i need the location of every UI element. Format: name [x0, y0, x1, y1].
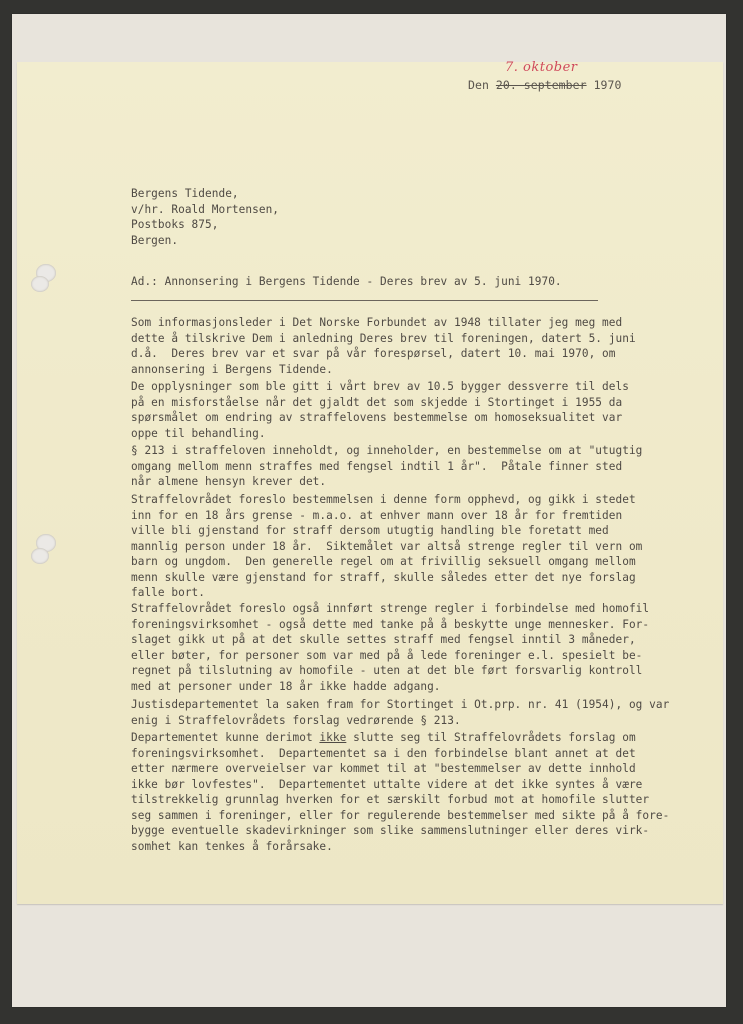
body-paragraph-final	[131, 730, 669, 854]
final-text-after: slutte seg til Straffelovrådets forslag om foreningsvirksomhet. Departementet sa i den forbindelse blant annet at det etter nærmere overveielser var kommet til at "bestemmelser av dette innhold ikke bør lovfestes". Departementet uttalte videre at det ikke syntes å være tilstrekkelig grunnlag hverken for et særskilt forbud mot at homofile slutter seg sammen i foreninger, eller for regulerende bestemmelser med sikte på å fore- bygge eventuelle skadevirkninger som slike sammenslutninger eller deres virk- somhet kan tenkes å forårsake.	[131, 731, 670, 853]
final-text-before: Departementet kunne derimot	[131, 731, 320, 744]
address-line: Postboks 875,	[131, 218, 219, 231]
handwritten-date-correction: 7. oktober	[505, 60, 578, 75]
address-line: v/hr. Roald Mortensen,	[131, 202, 280, 216]
underlined-emphasis: ikke	[319, 731, 347, 744]
subject-line: Ad.: Annonsering i Bergens Tidende - Deres brev av 5. juni 1970.	[131, 275, 562, 288]
address-line: Bergen.	[131, 233, 179, 247]
body-paragraph: § 213 i straffeloven inneholdt, og inneholder, en bestemmelse om at "utugtig omgang mellom menn straffes med fengsel indtil 1 år". Påtale finner sted når almene hensyn krever det.	[131, 444, 643, 488]
subject-divider	[131, 300, 598, 301]
body-paragraph: Justisdepartementet la saken fram for Stortinget i Ot.prp. nr. 41 (1954), og var enig i Straffelovrådets forslag vedrørende § 213.	[131, 698, 670, 727]
date-prefix: Den	[468, 78, 489, 92]
struck-date: 20. september	[495, 78, 587, 92]
date-year: 1970	[593, 78, 622, 92]
punch-hole	[31, 548, 49, 564]
address-line: Bergens Tidende,	[131, 187, 239, 200]
punch-hole	[31, 276, 49, 292]
body-paragraph: Som informasjonsleder i Det Norske Forbundet av 1948 tillater jeg meg med dette å tilskrive Dem i anledning Deres brev til foreningen, datert 5. juni d.å. Deres brev var et svar på vår forespørsel, datert 10. mai 1970, om annonsering i Bergens Tidende.	[131, 316, 636, 376]
date-line	[468, 78, 621, 94]
body-paragraph: Straffelovrådet foreslo også innført strenge regler i forbindelse med homofil foreningsvirksomhet - også dette med tanke på å beskytte unge mennesker. For- slaget gikk ut på at det skulle settes straff med fengsel inntil 3 måneder, eller bøter, for personer som var med på å lede foreninger e.l. spesielt be- regnet på tilslutning av homofile - uten at det ble ført forsvarlig kontroll med at personer under 18 år ikke hadde adgang.	[131, 602, 650, 693]
recipient-address	[131, 186, 279, 248]
body-paragraph: De opplysninger som ble gitt i vårt brev av 10.5 bygger dessverre til dels på en misforståelse når det gjaldt det som skjedde i Stortinget i 1955 da spørsmålet om endring av straffelovens bestemmelse om homoseksualitet var oppe til behandling.	[131, 380, 629, 440]
body-paragraph: Straffelovrådet foreslo bestemmelsen i denne form opphevd, og gikk i stedet inn for en 18 års grense - m.a.o. at enhver mann over 18 år for fremtiden ville bli gjenstand for straff dersom utugtig handling ble foretatt med mannlig person under 18 år. Siktemålet var altså strenge regler til vern om barn og ungdom. Den generelle regel om at frivillig seksuell omgang mellom menn skulle være gjenstand for straff, skulle således etter det nye forslag falle bort.	[131, 493, 643, 599]
